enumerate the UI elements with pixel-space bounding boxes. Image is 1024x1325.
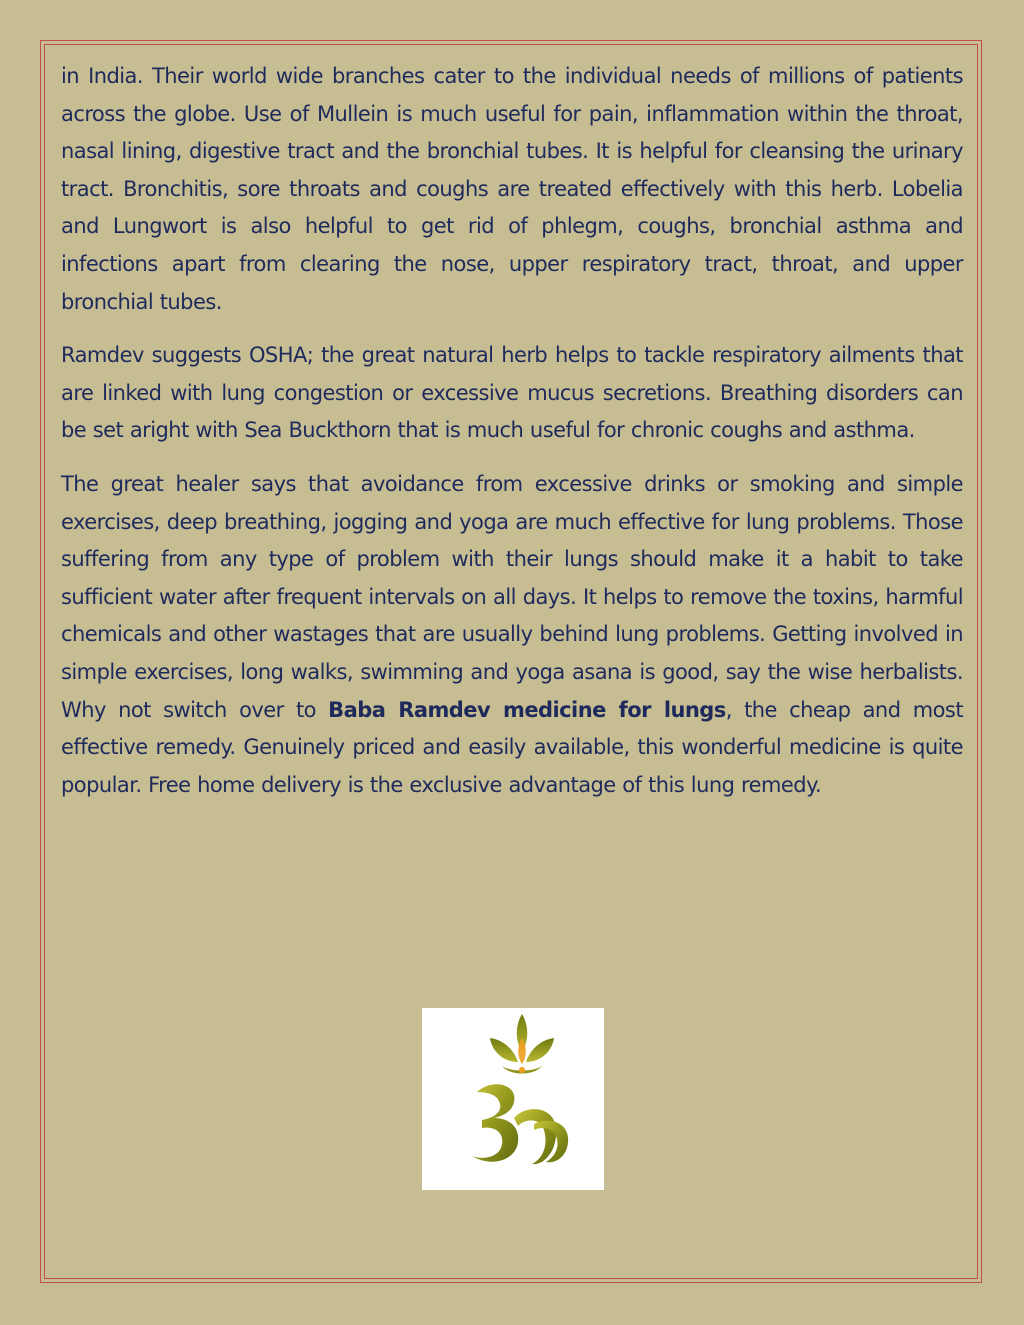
om-leaf-logo-icon xyxy=(422,1008,604,1190)
paragraph-3-text-start: The great healer says that avoidance from excessive drinks or smoking and simple exercises, deep breathing, jogging and yoga are much effective for lung problems. Those suffering from any type of problem with their lungs should make it a habit to take sufficient water after frequent intervals on all days. It helps to remove the toxins, harmful chemicals and other wastages that are usually behind lung problems. Getting involved in simple exercises, long walks, swimming and yoga asana is good, say the wise herbalists. Why not switch over to xyxy=(61,471,963,722)
paragraph-3 xyxy=(61,466,963,804)
paragraph-3-text-end: , the cheap and most effective remedy. Genuinely priced and easily available, this wonderful medicine is quite popular. Free home delivery is the exclusive advantage of this lung remedy. xyxy=(61,697,963,797)
paragraph-1: in India. Their world wide branches cater to the individual needs of millions of patients across the globe. Use of Mullein is much useful for pain, inflammation within the throat, nasal lining, digestive tract and the bronchial tubes. It is helpful for cleansing the urinary tract. Bronchitis, sore throats and coughs are treated effectively with this herb. Lobelia and Lungwort is also helpful to get rid of phlegm, coughs, bronchial asthma and infections apart from clearing the nose, upper respiratory tract, throat, and upper bronchial tubes. xyxy=(61,64,963,314)
baba-ramdev-medicine-link-text: Baba Ramdev medicine for lungs xyxy=(328,697,726,722)
paragraph-2: Ramdev suggests OSHA; the great natural herb helps to tackle respiratory ailments that are linked with lung congestion or excessive mucus secretions. Breathing disorders can be set aright with Sea Buckthorn that is much useful for chronic coughs and asthma. xyxy=(61,343,963,443)
article-body xyxy=(61,58,963,820)
om-logo xyxy=(422,1008,604,1190)
